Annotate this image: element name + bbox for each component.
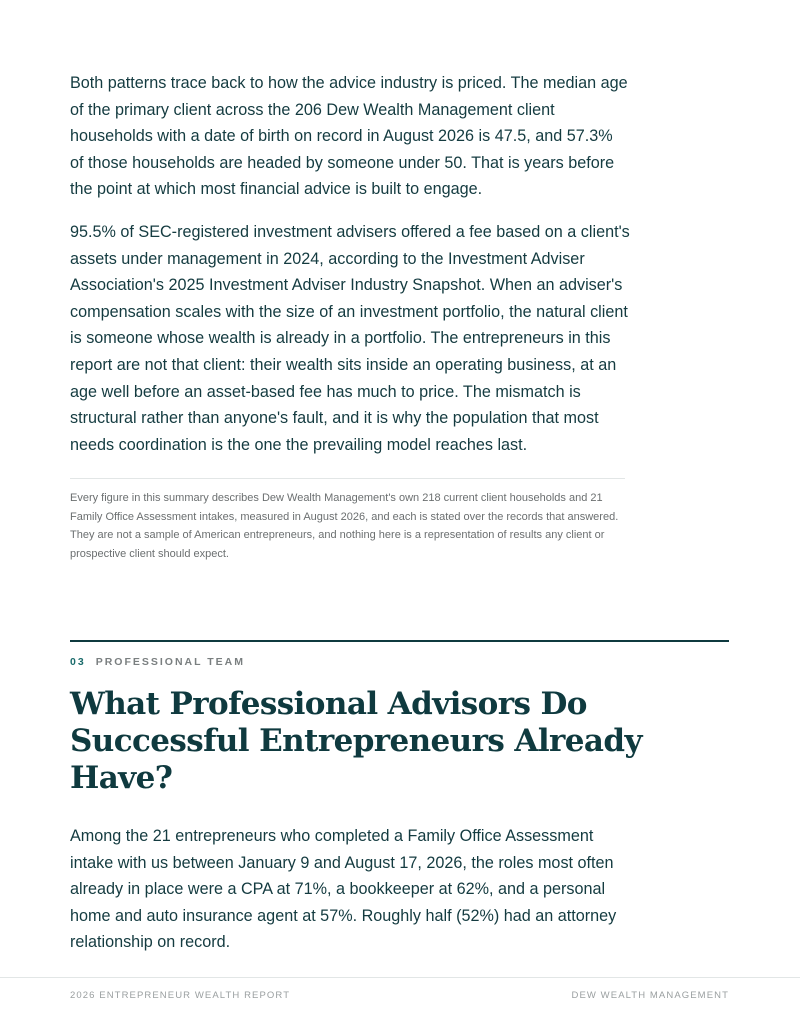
divider xyxy=(70,478,625,479)
section-intro: Among the 21 entrepreneurs who completed a Family Office Assessment intake with us between January 9 and August 17, 2026, the roles most often already in place were a CPA at 71%, a bookkeeper at 62%, and a personal home and auto insurance agent at 57%. Roughly half (52%) had an attorney relationship on record. xyxy=(70,827,617,952)
section-name: PROFESSIONAL TEAM xyxy=(95,656,246,668)
footer-divider xyxy=(0,977,800,978)
section-label xyxy=(70,656,245,668)
paragraph-pricing: Both patterns trace back to how the advice industry is priced. The median age of the primary client across the 206 Dew Wealth Management client households with a date of birth on record in August 2026 is 47.5, and 57.3% of those households are headed by someone under 50. That is years before the point at which most financial advice is built to engage. xyxy=(70,74,628,199)
section-title: What Professional Advisors Do Successful Entrepreneurs Already Have? xyxy=(70,686,642,796)
footer-company-name: DEW WEALTH MANAGEMENT xyxy=(571,990,729,1001)
disclaimer-note: Every figure in this summary describes Dew Wealth Management's own 218 current client households and 21 Family Office Assessment intakes, measured in August 2026, and each is stated over the records that answered. They are not a sample of American entrepreneurs, and nothing here is a representation of results any client or prospective client should expect. xyxy=(70,492,619,560)
paragraph-aum-fees: 95.5% of SEC-registered investment advisers offered a fee based on a client's assets under management in 2024, according to the Investment Adviser Association's 2025 Investment Adviser Industry Snapshot. When an adviser's compensation scales with the size of an investment portfolio, the natural client is someone whose wealth is already in a portfolio. The entrepreneurs in this report are not that client: their wealth sits inside an operating business, at an age well before an asset-based fee has much to price. The mismatch is structural rather than anyone's fault, and it is why the population that most needs coordination is the one the prevailing model reaches last. xyxy=(70,222,630,454)
footer-report-title: 2026 ENTREPRENEUR WEALTH REPORT xyxy=(70,990,291,1001)
body-content xyxy=(70,70,630,563)
section-divider xyxy=(70,640,729,642)
section-number: 03 xyxy=(70,656,86,668)
